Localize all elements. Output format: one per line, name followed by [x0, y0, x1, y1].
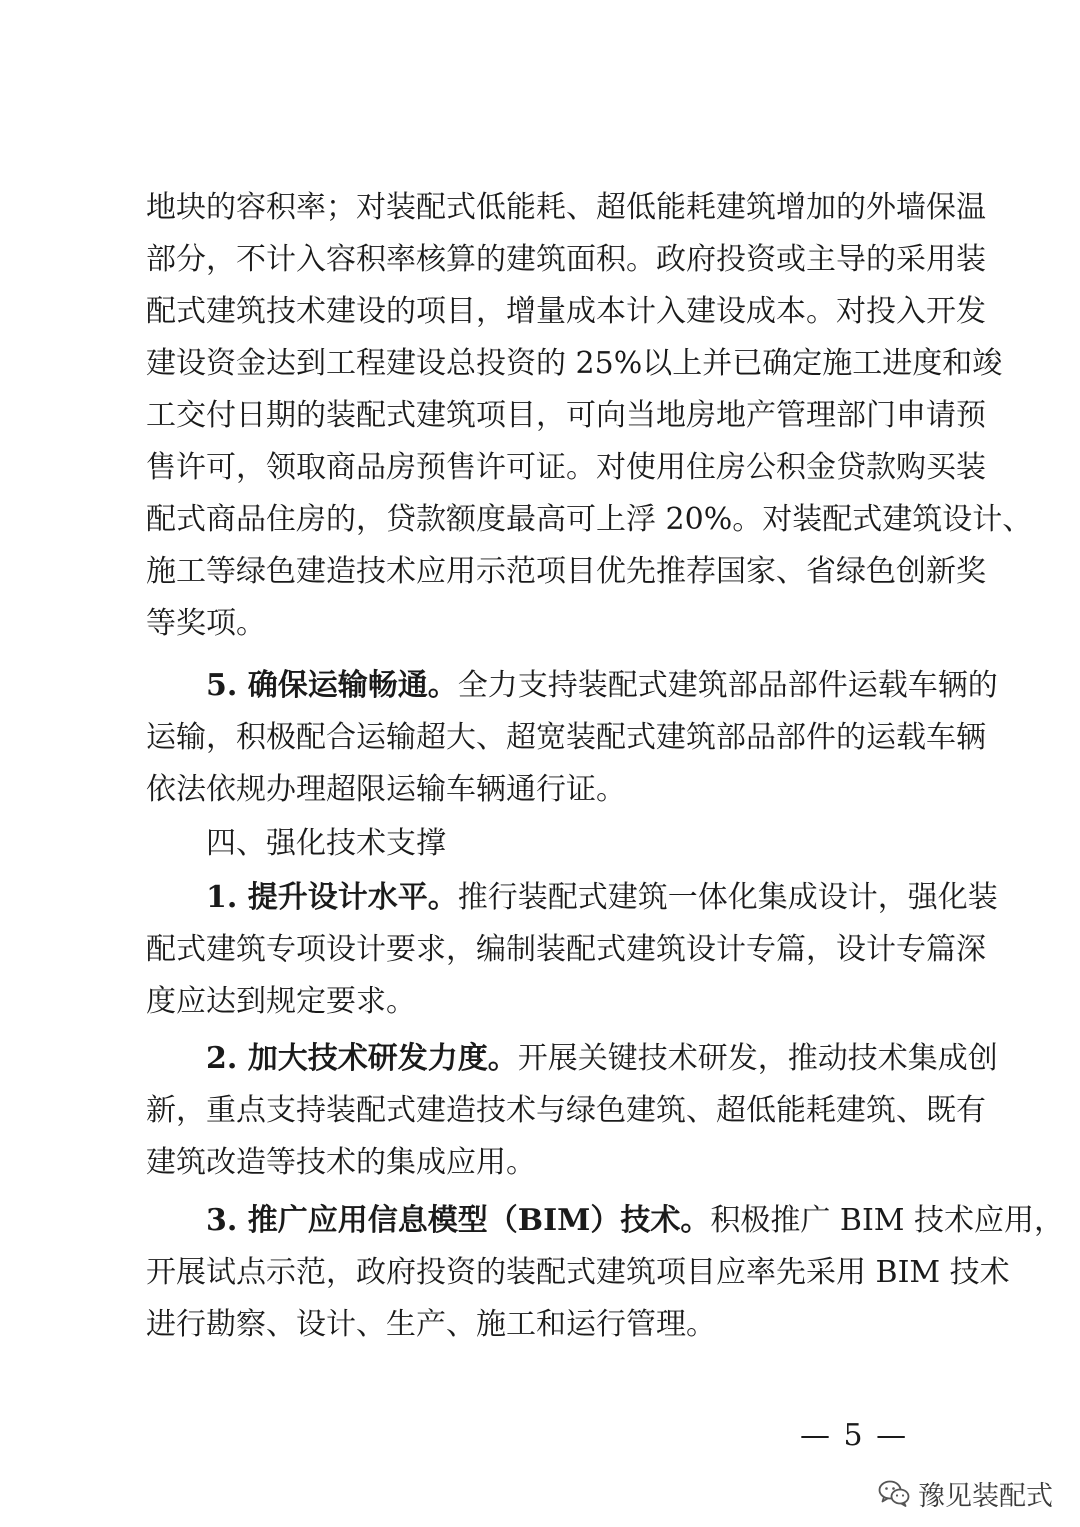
paragraph-line: 运输，积极配合运输超大、超宽装配式建筑部品部件的运载车辆 — [146, 720, 986, 755]
paragraph-line: 配式商品住房的，贷款额度最高可上浮 20%。对装配式建筑设计、 — [146, 502, 1033, 537]
item3-first-line — [206, 1195, 1065, 1247]
item5-first-line — [206, 660, 998, 712]
item3-text: 积极推广 BIM 技术应用， — [710, 1203, 1065, 1238]
paragraph-line: 地块的容积率；对装配式低能耗、超低能耗建筑增加的外墙保温 — [146, 190, 986, 225]
paragraph-line: 度应达到规定要求。 — [146, 984, 416, 1019]
item2-first-line — [206, 1033, 998, 1085]
paragraph-line: 进行勘察、设计、生产、施工和运行管理。 — [146, 1307, 716, 1342]
item1-heading: 1. 提升设计水平。 — [206, 880, 458, 915]
paragraph-line: 建筑改造等技术的集成应用。 — [146, 1145, 536, 1180]
item2-heading: 2. 加大技术研发力度。 — [206, 1041, 518, 1076]
source-watermark — [878, 1473, 1053, 1513]
paragraph-line: 依法依规办理超限运输车辆通行证。 — [146, 772, 626, 807]
paragraph-line: 售许可，领取商品房预售许可证。对使用住房公积金贷款购买装 — [146, 450, 986, 485]
item5-text: 全力支持装配式建筑部品部件运载车辆的 — [457, 668, 998, 703]
paragraph-line: 等奖项。 — [146, 606, 266, 641]
item3-heading: 3. 推广应用信息模型（BIM）技术。 — [206, 1203, 711, 1238]
page-number: — 5 — — [800, 1418, 909, 1453]
section-heading: 四、强化技术支撑 — [206, 826, 446, 861]
paragraph-line: 施工等绿色建造技术应用示范项目优先推荐国家、省绿色创新奖 — [146, 554, 986, 589]
paragraph-line: 工交付日期的装配式建筑项目，可向当地房地产管理部门申请预 — [146, 398, 986, 433]
paragraph-line: 建设资金达到工程建设总投资的 25%以上并已确定施工进度和竣 — [146, 346, 1003, 381]
paragraph-line: 新，重点支持装配式建造技术与绿色建筑、超低能耗建筑、既有 — [146, 1093, 986, 1128]
wechat-icon — [878, 1479, 910, 1507]
paragraph-line: 配式建筑技术建设的项目，增量成本计入建设成本。对投入开发 — [146, 294, 986, 329]
watermark-text: 豫见装配式 — [918, 1480, 1053, 1512]
item1-first-line — [206, 872, 998, 924]
item5-heading: 5. 确保运输畅通。 — [206, 668, 458, 703]
item1-text: 推行装配式建筑一体化集成设计，强化装 — [457, 880, 998, 915]
paragraph-line: 开展试点示范，政府投资的装配式建筑项目应率先采用 BIM 技术 — [146, 1255, 1010, 1290]
item2-text: 开展关键技术研发，推动技术集成创 — [517, 1041, 998, 1076]
paragraph-line: 部分，不计入容积率核算的建筑面积。政府投资或主导的采用装 — [146, 242, 986, 277]
paragraph-line: 配式建筑专项设计要求，编制装配式建筑设计专篇，设计专篇深 — [146, 932, 986, 967]
